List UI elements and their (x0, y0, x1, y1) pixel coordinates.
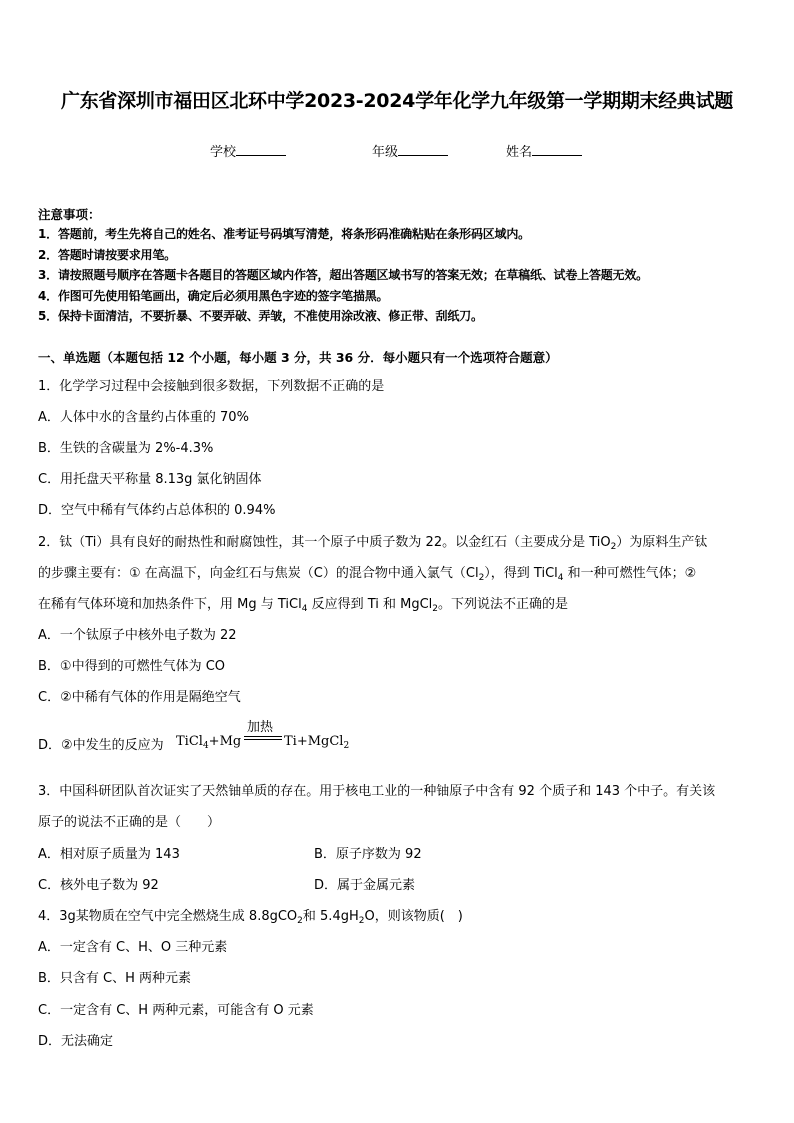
question-1-option-d: D．空气中稀有气体约占总体积的 0.94% (38, 503, 276, 518)
name-blank (532, 143, 582, 156)
school-label: 学校 (210, 145, 237, 160)
section-heading: 一、单选题（本题包括 12 个小题，每小题 3 分，共 36 分．每小题只有一个选项符合题意） (38, 350, 558, 365)
question-3-stem-line-2: 原子的说法不正确的是（ ） (38, 815, 221, 830)
school-field (210, 141, 286, 160)
question-2-stem-line-3: 在稀有气体环境和加热条件下，用 Mg 与 TiCl$_4$ 反应得到 Ti 和 MgCl$_2$。下列说法不正确的是 (38, 597, 569, 614)
notice-heading: 注意事项： (38, 207, 101, 222)
question-2-stem-line-2: 的步骤主要有：① 在高温下，向金红石与焦炭（C）的混合物中通入氯气$(Cl_2)$，得到 TiCl$_4$ 和一种可燃性气体；② (38, 566, 697, 583)
equation-equals-bar (244, 736, 282, 737)
question-1-option-c: C．用托盘天平称量 8.13g 氯化钠固体 (38, 472, 262, 487)
grade-field (372, 141, 448, 160)
question-2-option-c: C．②中稀有气体的作用是隔绝空气 (38, 690, 241, 705)
question-3-option-c: C．核外电子数为 92 (38, 878, 159, 893)
question-2-stem-line-1: 2．钛（Ti）具有良好的耐热性和耐腐蚀性，其一个原子中质子数为 22。以金红石（主要成分是 TiO$_2$）为原料生产钛 (38, 535, 708, 552)
option-d-label: D．②中发生的反应为 (38, 738, 164, 753)
question-2-option-a: A．一个钛原子中核外电子数为 22 (38, 628, 237, 643)
question-4-option-d: D．无法确定 (38, 1034, 114, 1049)
question-2-option-d (38, 716, 438, 756)
equation-products: Ti+MgCl$_2$ (284, 734, 350, 751)
name-field (506, 141, 582, 160)
question-3-option-d: D．属于金属元素 (314, 878, 416, 893)
grade-blank (398, 143, 448, 156)
question-1-option-b: B．生铁的含碳量为 2%-4.3% (38, 441, 214, 456)
school-blank (236, 143, 286, 156)
notice-item: 2．答题时请按要求用笔。 (38, 248, 176, 262)
question-4-option-a: A．一定含有 C、H、O 三种元素 (38, 940, 228, 955)
question-3-stem-line-1: 3．中国科研团队首次证实了天然铀单质的存在。用于核电工业的一种铀原子中含有 92 个质子和 143 个中子。有关该 (38, 784, 716, 799)
equation-condition: 加热 (247, 720, 274, 735)
question-4-option-c: C．一定含有 C、H 两种元素，可能含有 O 元素 (38, 1003, 314, 1018)
notice-item: 5．保持卡面清洁，不要折暴、不要弄破、弄皱，不准使用涂改液、修正带、刮纸刀。 (38, 309, 483, 323)
equation-reactants: TiCl$_4$+Mg (176, 734, 242, 751)
question-4-stem: 4．3g某物质在空气中完全燃烧生成 8.8gCO$_2$和 $5.4gH_2O$，则该物质( ) (38, 909, 463, 926)
notice-item: 1．答题前，考生先将自己的姓名、准考证号码填写清楚，将条形码准确粘贴在条形码区域内。 (38, 227, 530, 241)
question-1-option-a: A．人体中水的含量约占体重的 70% (38, 410, 249, 425)
name-label: 姓名 (506, 145, 533, 160)
question-4-option-b: B．只含有 C、H 两种元素 (38, 971, 192, 986)
notice-item: 4．作图可先使用铅笔画出，确定后必须用黑色字迹的签字笔描黑。 (38, 289, 389, 303)
question-3-option-a: A．相对原子质量为 143 (38, 847, 180, 862)
equation-equals-bar (244, 739, 282, 740)
question-2-option-b: B．①中得到的可燃性气体为 CO (38, 659, 226, 674)
question-3-option-b: B．原子序数为 92 (314, 847, 422, 862)
question-1-stem: 1．化学学习过程中会接触到很多数据，下列数据不正确的是 (38, 379, 385, 394)
page-title: 广东省深圳市福田区北环中学2023-2024学年化学九年级第一学期期末经典试题 (61, 90, 733, 112)
notice-item: 3．请按照题号顺序在答题卡各题目的答题区域内作答，超出答题区域书写的答案无效；在草稿纸、试卷上答题无效。 (38, 268, 648, 282)
grade-label: 年级 (372, 145, 399, 160)
